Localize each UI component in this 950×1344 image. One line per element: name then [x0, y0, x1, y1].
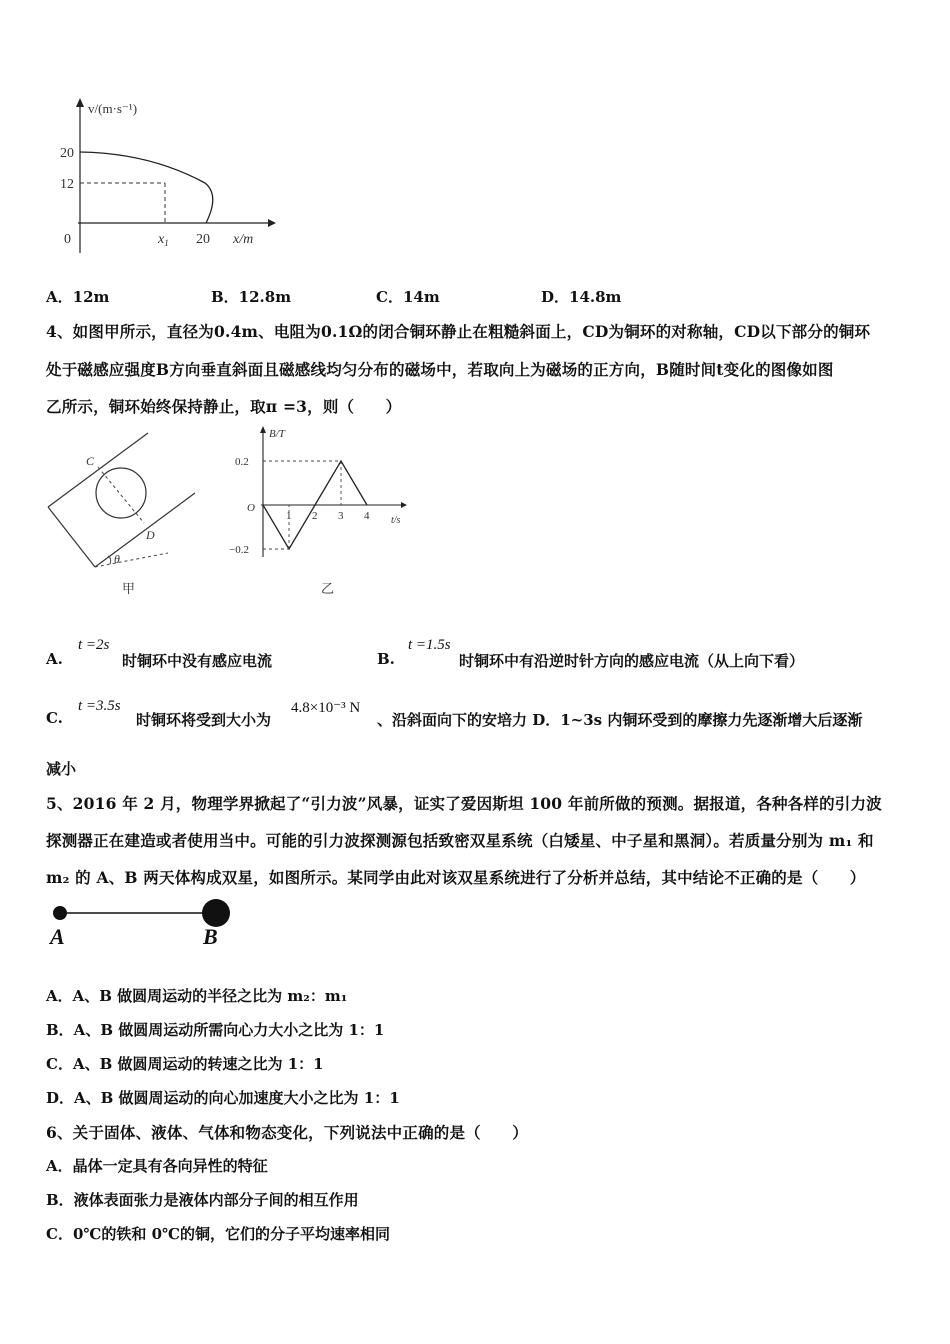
jia-board-bottom	[95, 493, 195, 567]
q6-option-c[interactable]: C．0℃的铁和 0℃的铜，它们的分子平均速率相同	[46, 1225, 390, 1243]
q3-option-a[interactable]: A．12m	[46, 288, 110, 306]
q4-option-c-math2: 4.8×10⁻³ N	[291, 700, 361, 716]
star-b	[202, 899, 230, 927]
q4-option-a-label: A.	[46, 650, 63, 668]
q4-option-a-text: 时铜环中没有感应电流	[122, 652, 273, 670]
vx-y-arrow	[76, 98, 84, 107]
q4-option-b-text: 时铜环中有沿逆时针方向的感应电流（从上向下看）	[459, 652, 805, 670]
q5-stem-line3: m₂ 的 A、B 两天体构成双星，如图所示。某同学由此对该双星系统进行了分析并总结，其中结论不正确的是（ ）	[46, 868, 866, 887]
yi-x-tick-3: 3	[338, 510, 344, 522]
q4-option-c-text2: 、沿斜面向下的安培力 D．1~3s 内铜环受到的摩擦力先逐渐增大后逐渐	[377, 711, 863, 729]
yi-y-neg: −0.2	[229, 544, 249, 556]
jia-copper-ring	[96, 468, 146, 518]
q4-option-c-math: t =3.5s	[78, 698, 121, 714]
vx-curve-main	[80, 152, 218, 223]
figure-yi-bt-graph	[225, 425, 415, 605]
figure-jia-incline	[40, 425, 210, 605]
q4-stem-line1: 4、如图甲所示，直径为0.4m、电阻为0.1Ω的闭合铜环静止在粗糙斜面上，CD为铜环的对称轴，CD以下部分的铜环	[46, 322, 871, 341]
q5-option-d[interactable]: D．A、B 做圆周运动的向心加速度大小之比为 1：1	[46, 1089, 400, 1107]
q3-option-d[interactable]: D．14.8m	[541, 288, 622, 306]
star-b-label: B	[203, 924, 218, 949]
vx-tick-12y: 12	[60, 177, 74, 192]
q4-stem-line3: 乙所示，铜环始终保持静止，取π =3，则（ ）	[46, 397, 402, 416]
velocity-position-graph	[40, 95, 280, 260]
q5-option-c[interactable]: C．A、B 做圆周运动的转速之比为 1：1	[46, 1055, 324, 1073]
q6-stem-line1: 6、关于固体、液体、气体和物态变化，下列说法中正确的是（ ）	[46, 1123, 528, 1142]
q5-stem-line2: 探测器正在建造或者使用当中。可能的引力波探测源包括致密双星系统（白矮星、中子星和黑洞）。若质量分别为 m₁ 和	[46, 831, 874, 850]
q6-option-a[interactable]: A．晶体一定具有各向异性的特征	[46, 1157, 268, 1175]
yi-caption: 乙	[321, 581, 335, 596]
vx-tick-20y: 20	[60, 146, 74, 161]
yi-y-arrow	[260, 426, 266, 433]
vx-origin: 0	[64, 232, 71, 247]
vx-xlabel: x/m	[233, 232, 254, 247]
q6-option-b[interactable]: B．液体表面张力是液体内部分子间的相互作用	[46, 1191, 359, 1209]
q4-option-b-math: t =1.5s	[408, 637, 451, 653]
jia-ground	[95, 553, 168, 567]
q3-option-c[interactable]: C．14m	[376, 288, 440, 306]
q4-option-b-label: B.	[377, 650, 395, 668]
q4-option-c[interactable]	[46, 709, 63, 727]
q4-stem-line2: 处于磁感应强度B方向垂直斜面且磁感线均匀分布的磁场中，若取向上为磁场的正方向，B随时间t变化的图像如图	[46, 360, 834, 379]
q3-option-b[interactable]: B．12.8m	[211, 288, 292, 306]
jia-cd-axis	[98, 467, 144, 523]
q4-option-c-wrap: 减小	[46, 760, 77, 778]
yi-origin: O	[247, 502, 255, 514]
vx-x-arrow	[268, 219, 276, 227]
yi-xlabel: t/s	[391, 515, 401, 526]
vx-tick-x1: $x_1$	[158, 232, 169, 248]
yi-x-arrow	[401, 502, 407, 508]
jia-caption: 甲	[122, 581, 136, 596]
q5-option-b[interactable]: B．A、B 做圆周运动所需向心力大小之比为 1：1	[46, 1021, 385, 1039]
jia-label-d: D	[146, 528, 155, 542]
jia-label-theta: θ	[114, 552, 120, 566]
q4-option-a-math: t =2s	[78, 637, 110, 653]
q4-option-b[interactable]	[377, 650, 395, 668]
q5-stem-line1: 5、2016 年 2 月，物理学界掀起了“引力波”风暴，证实了爱因斯坦 100 年前所做的预测。据报道，各种各样的引力波	[46, 794, 882, 813]
yi-ylabel: B/T	[269, 428, 285, 440]
q4-option-c-text1: 时铜环将受到大小为	[136, 711, 272, 729]
star-a	[53, 906, 67, 920]
q5-option-a[interactable]: A．A、B 做圆周运动的半径之比为 m₂：m₁	[46, 987, 348, 1005]
q4-option-a[interactable]	[46, 650, 63, 668]
yi-y-pos: 0.2	[235, 456, 249, 468]
jia-board-left	[48, 507, 95, 567]
vx-curve	[80, 152, 213, 223]
jia-label-c: C	[86, 454, 95, 468]
star-a-label: A	[50, 924, 65, 949]
yi-x-tick-2: 2	[312, 510, 318, 522]
yi-x-tick-4: 4	[364, 510, 370, 522]
q4-option-c-label: C.	[46, 709, 63, 727]
vx-ylabel: v/(m·s⁻¹)	[88, 101, 138, 116]
vx-tick-20x: 20	[196, 232, 210, 247]
yi-x-tick-1: 1	[286, 510, 292, 522]
jia-board-top	[48, 433, 148, 507]
